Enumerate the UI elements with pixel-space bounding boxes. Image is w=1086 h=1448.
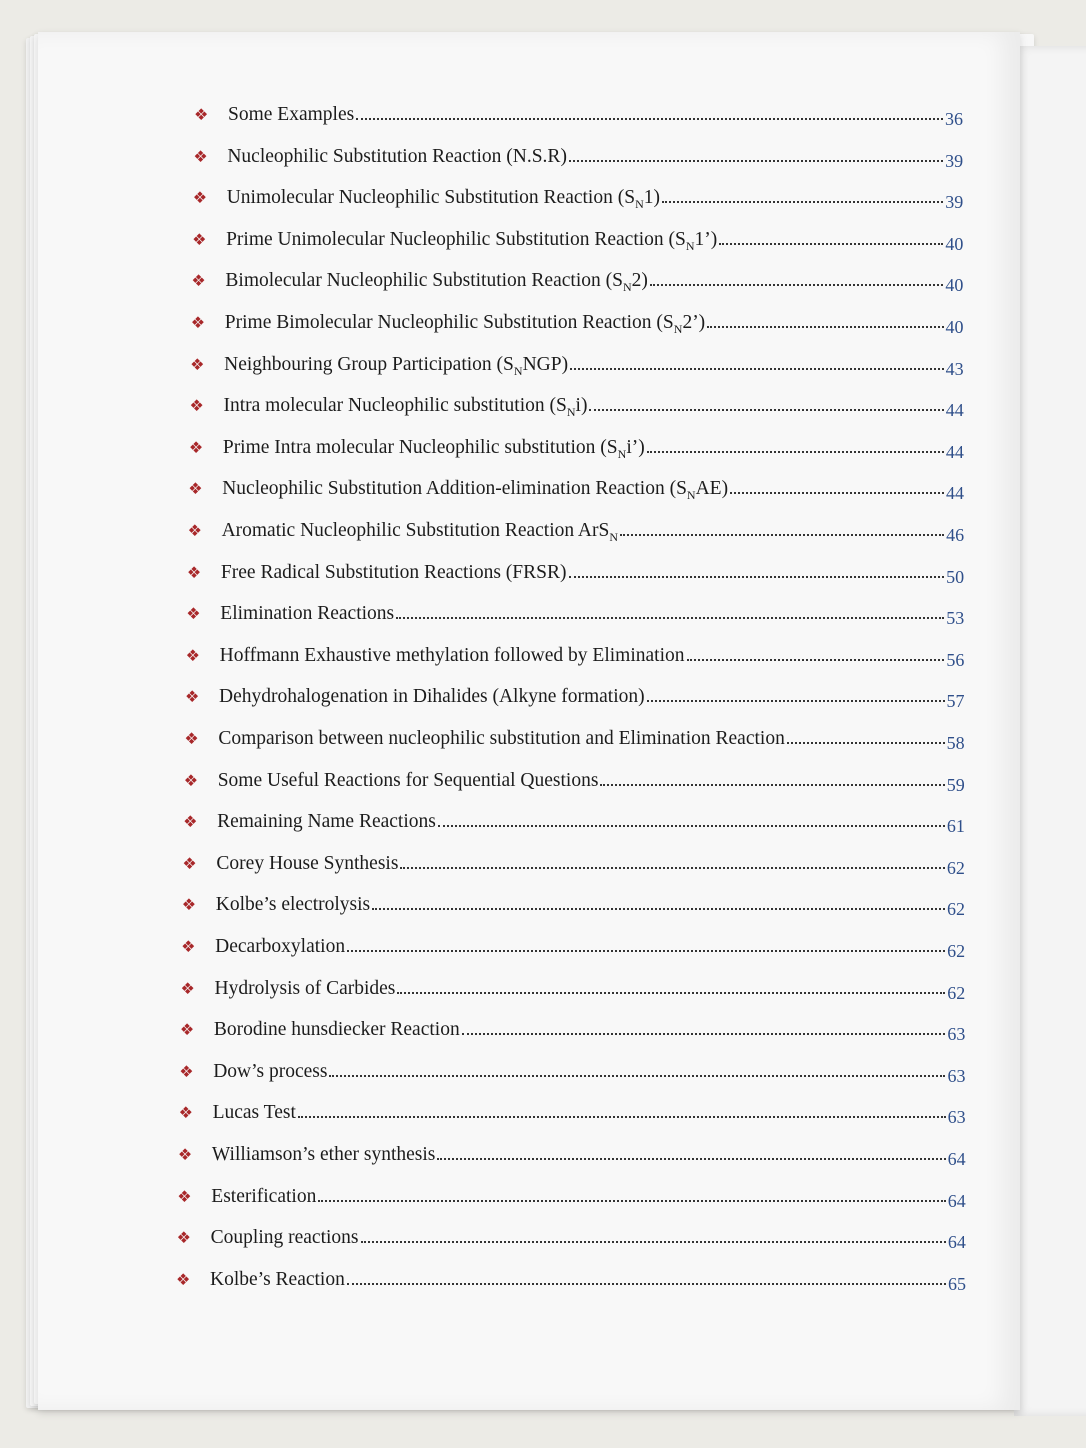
toc-entry[interactable] <box>194 104 963 129</box>
toc-entry-title: Dehydrohalogenation in Dihalides (Alkyne formation) <box>219 686 645 708</box>
diamond-bullet-icon: ❖ <box>190 313 206 332</box>
diamond-bullet-icon: ❖ <box>190 354 205 374</box>
toc-page-number: 64 <box>947 1190 966 1211</box>
toc-entry-title: Williamson’s ether synthesis <box>211 1144 436 1165</box>
diamond-bullet-icon: ❖ <box>176 1269 191 1289</box>
toc-page-number: 59 <box>946 774 965 795</box>
toc-entry-title: Neighbouring Group Participation $(S_NNGP)$ <box>224 353 569 378</box>
toc-entry-title: Prime Unimolecular Nucleophilic Substitution Reaction $(S_N1’)$ <box>226 228 718 253</box>
toc-entry[interactable] <box>186 603 965 629</box>
diamond-bullet-icon: ❖ <box>191 271 206 291</box>
toc-entry[interactable] <box>181 894 966 920</box>
dot-leader <box>347 1283 946 1285</box>
toc-entry-title: Prime Intra molecular Nucleophilic substitution $(S_Ni’)$ <box>222 436 645 461</box>
toc-entry[interactable] <box>188 520 965 545</box>
toc-page-number: 64 <box>947 1232 966 1253</box>
dot-leader <box>730 492 944 494</box>
toc-page-number: 43 <box>945 358 964 379</box>
toc-page-number: 62 <box>947 982 966 1003</box>
toc-entry[interactable] <box>188 478 964 503</box>
toc-entry-title: Kolbe’s Reaction <box>210 1268 345 1290</box>
diamond-bullet-icon: ❖ <box>193 146 208 166</box>
diamond-bullet-icon: ❖ <box>184 729 199 748</box>
diamond-bullet-icon: ❖ <box>183 812 198 832</box>
dot-leader <box>372 908 945 910</box>
toc-entry-title: Nucleophilic Substitution Addition-elimination Reaction $(S_NAE)$ <box>222 478 729 503</box>
toc-page-number: 40 <box>945 317 964 337</box>
dot-leader <box>318 1200 945 1202</box>
dot-leader <box>662 201 943 203</box>
document-page <box>38 32 1020 1410</box>
toc-entry[interactable] <box>184 728 965 753</box>
toc-page-number: 53 <box>946 608 965 629</box>
dot-leader <box>647 451 944 453</box>
dot-leader <box>397 992 945 994</box>
toc-page-number: 62 <box>946 857 965 878</box>
dot-leader <box>396 617 944 619</box>
toc-entry[interactable] <box>181 936 966 961</box>
dot-leader <box>707 326 943 328</box>
toc-entry[interactable] <box>192 229 963 254</box>
toc-entry-title: Kolbe’s electrolysis <box>215 894 371 916</box>
toc-entry-title: Nucleophilic Substitution Reaction (N.S.R) <box>227 145 567 167</box>
table-of-contents <box>38 32 1020 1410</box>
toc-page-number: 56 <box>946 649 965 670</box>
dot-leader <box>589 409 943 411</box>
toc-page-number: 64 <box>947 1149 966 1169</box>
toc-entry-title: Corey House Synthesis <box>216 852 399 874</box>
toc-page-number: 39 <box>945 192 964 213</box>
toc-page-number: 44 <box>945 400 964 421</box>
dot-leader <box>361 1241 946 1243</box>
toc-page-number: 61 <box>946 816 965 837</box>
toc-entry[interactable] <box>186 561 965 587</box>
toc-page-number: 44 <box>945 441 964 462</box>
diamond-bullet-icon: ❖ <box>178 1103 193 1123</box>
dot-leader <box>329 1075 945 1077</box>
toc-entry-title: Some Examples <box>228 104 355 125</box>
diamond-bullet-icon: ❖ <box>183 770 199 790</box>
toc-entry-title: Unimolecular Nucleophilic Substitution Reaction $(S_N1)$ <box>226 187 660 212</box>
diamond-bullet-icon: ❖ <box>186 562 202 582</box>
toc-entry-title: Elimination Reactions <box>220 603 395 625</box>
toc-page-number: 58 <box>946 733 965 753</box>
diamond-bullet-icon: ❖ <box>186 604 201 624</box>
toc-entry-title: Comparison between nucleophilic substitution and Elimination Reaction <box>218 728 785 749</box>
toc-entry[interactable] <box>191 270 963 295</box>
diamond-bullet-icon: ❖ <box>185 645 200 665</box>
diamond-bullet-icon: ❖ <box>192 188 208 208</box>
toc-entry[interactable] <box>185 686 965 712</box>
dot-leader <box>437 1158 945 1160</box>
dot-leader <box>438 825 945 827</box>
diamond-bullet-icon: ❖ <box>177 1145 193 1164</box>
toc-page-number: 40 <box>945 233 964 254</box>
diamond-bullet-icon: ❖ <box>176 1228 191 1248</box>
toc-entry-title: Intra molecular Nucleophilic substitution $(S_Ni)$ <box>223 395 588 420</box>
dot-leader <box>569 576 945 578</box>
toc-page-number: 63 <box>947 1024 966 1045</box>
dot-leader <box>600 784 944 786</box>
toc-entry-title: Coupling reactions <box>210 1227 359 1249</box>
toc-entry[interactable] <box>177 1144 966 1169</box>
toc-page-number: 62 <box>947 899 966 920</box>
dot-leader <box>787 742 945 744</box>
toc-entry[interactable] <box>193 187 964 212</box>
toc-entry[interactable] <box>176 1227 966 1253</box>
toc-entry[interactable] <box>179 1060 966 1086</box>
toc-entry[interactable] <box>190 354 964 379</box>
diamond-bullet-icon: ❖ <box>182 853 197 873</box>
dot-leader <box>687 659 945 661</box>
dot-leader <box>620 534 944 536</box>
toc-entry-title: Bimolecular Nucleophilic Substitution Reaction $(S_N2)$ <box>225 270 648 295</box>
diamond-bullet-icon: ❖ <box>189 396 204 416</box>
toc-entry[interactable] <box>189 437 964 462</box>
toc-entry-title: Hydrolysis of Carbides <box>214 977 396 999</box>
toc-entry-title: Some Useful Reactions for Sequential Questions <box>217 769 599 791</box>
toc-entry[interactable] <box>178 1102 966 1128</box>
toc-entry[interactable] <box>191 312 964 337</box>
diamond-bullet-icon: ❖ <box>194 105 209 124</box>
toc-entry-title: Remaining Name Reactions <box>217 811 436 833</box>
diamond-bullet-icon: ❖ <box>188 437 204 457</box>
toc-entry-title: Prime Bimolecular Nucleophilic Substitution Reaction $(S_N2’)$ <box>224 312 706 336</box>
diamond-bullet-icon: ❖ <box>180 978 195 998</box>
toc-entry[interactable] <box>193 145 964 171</box>
toc-page-number: 36 <box>945 109 963 129</box>
toc-page-number: 65 <box>948 1273 966 1294</box>
toc-entry-title: Esterification <box>211 1185 317 1207</box>
toc-page-number: 63 <box>947 1065 966 1086</box>
toc-entry[interactable] <box>179 1019 966 1045</box>
facing-page <box>1014 46 1086 1416</box>
dot-leader <box>400 867 945 869</box>
toc-entry-title: Decarboxylation <box>215 936 346 957</box>
toc-entry-title: Hoffmann Exhaustive methylation followed by Elimination <box>219 644 685 666</box>
toc-entry[interactable] <box>176 1268 966 1294</box>
toc-page-number: 40 <box>945 275 964 296</box>
toc-page-number: 44 <box>945 483 964 504</box>
dot-leader <box>347 950 945 952</box>
toc-page-number: 46 <box>946 525 965 545</box>
diamond-bullet-icon: ❖ <box>192 229 207 249</box>
toc-entry[interactable] <box>180 977 966 1003</box>
diamond-bullet-icon: ❖ <box>181 895 197 915</box>
toc-entry-title: Dow’s process <box>213 1060 328 1082</box>
dot-leader <box>570 368 944 370</box>
diamond-bullet-icon: ❖ <box>177 1186 192 1206</box>
toc-entry-title: Aromatic Nucleophilic Substitution Reaction ArS$_N$ <box>221 520 619 544</box>
toc-entry-title: Free Radical Substitution Reactions (FRSR) <box>220 561 567 583</box>
toc-page-number: 50 <box>946 566 965 587</box>
toc-entry[interactable] <box>182 852 965 878</box>
diamond-bullet-icon: ❖ <box>187 521 202 540</box>
toc-entry[interactable] <box>183 769 965 795</box>
toc-entry[interactable] <box>190 395 964 420</box>
dot-leader <box>719 243 943 245</box>
dot-leader <box>462 1033 946 1035</box>
toc-entry[interactable] <box>177 1185 966 1211</box>
toc-entry[interactable] <box>185 644 965 670</box>
diamond-bullet-icon: ❖ <box>181 937 196 956</box>
toc-page-number: 57 <box>946 691 965 712</box>
dot-leader <box>298 1116 946 1118</box>
diamond-bullet-icon: ❖ <box>185 687 200 707</box>
toc-page-number: 39 <box>945 150 964 171</box>
toc-entry[interactable] <box>183 811 965 837</box>
diamond-bullet-icon: ❖ <box>179 1061 194 1081</box>
dot-leader <box>647 700 945 702</box>
toc-entry-title: Borodine hunsdiecker Reaction <box>213 1019 460 1041</box>
dot-leader <box>356 118 943 120</box>
toc-entry-title: Lucas Test <box>212 1102 296 1124</box>
diamond-bullet-icon: ❖ <box>179 1020 195 1040</box>
toc-page-number: 63 <box>947 1107 966 1128</box>
dot-leader <box>569 160 943 162</box>
diamond-bullet-icon: ❖ <box>188 479 203 499</box>
toc-page-number: 62 <box>947 941 966 961</box>
dot-leader <box>650 284 944 286</box>
